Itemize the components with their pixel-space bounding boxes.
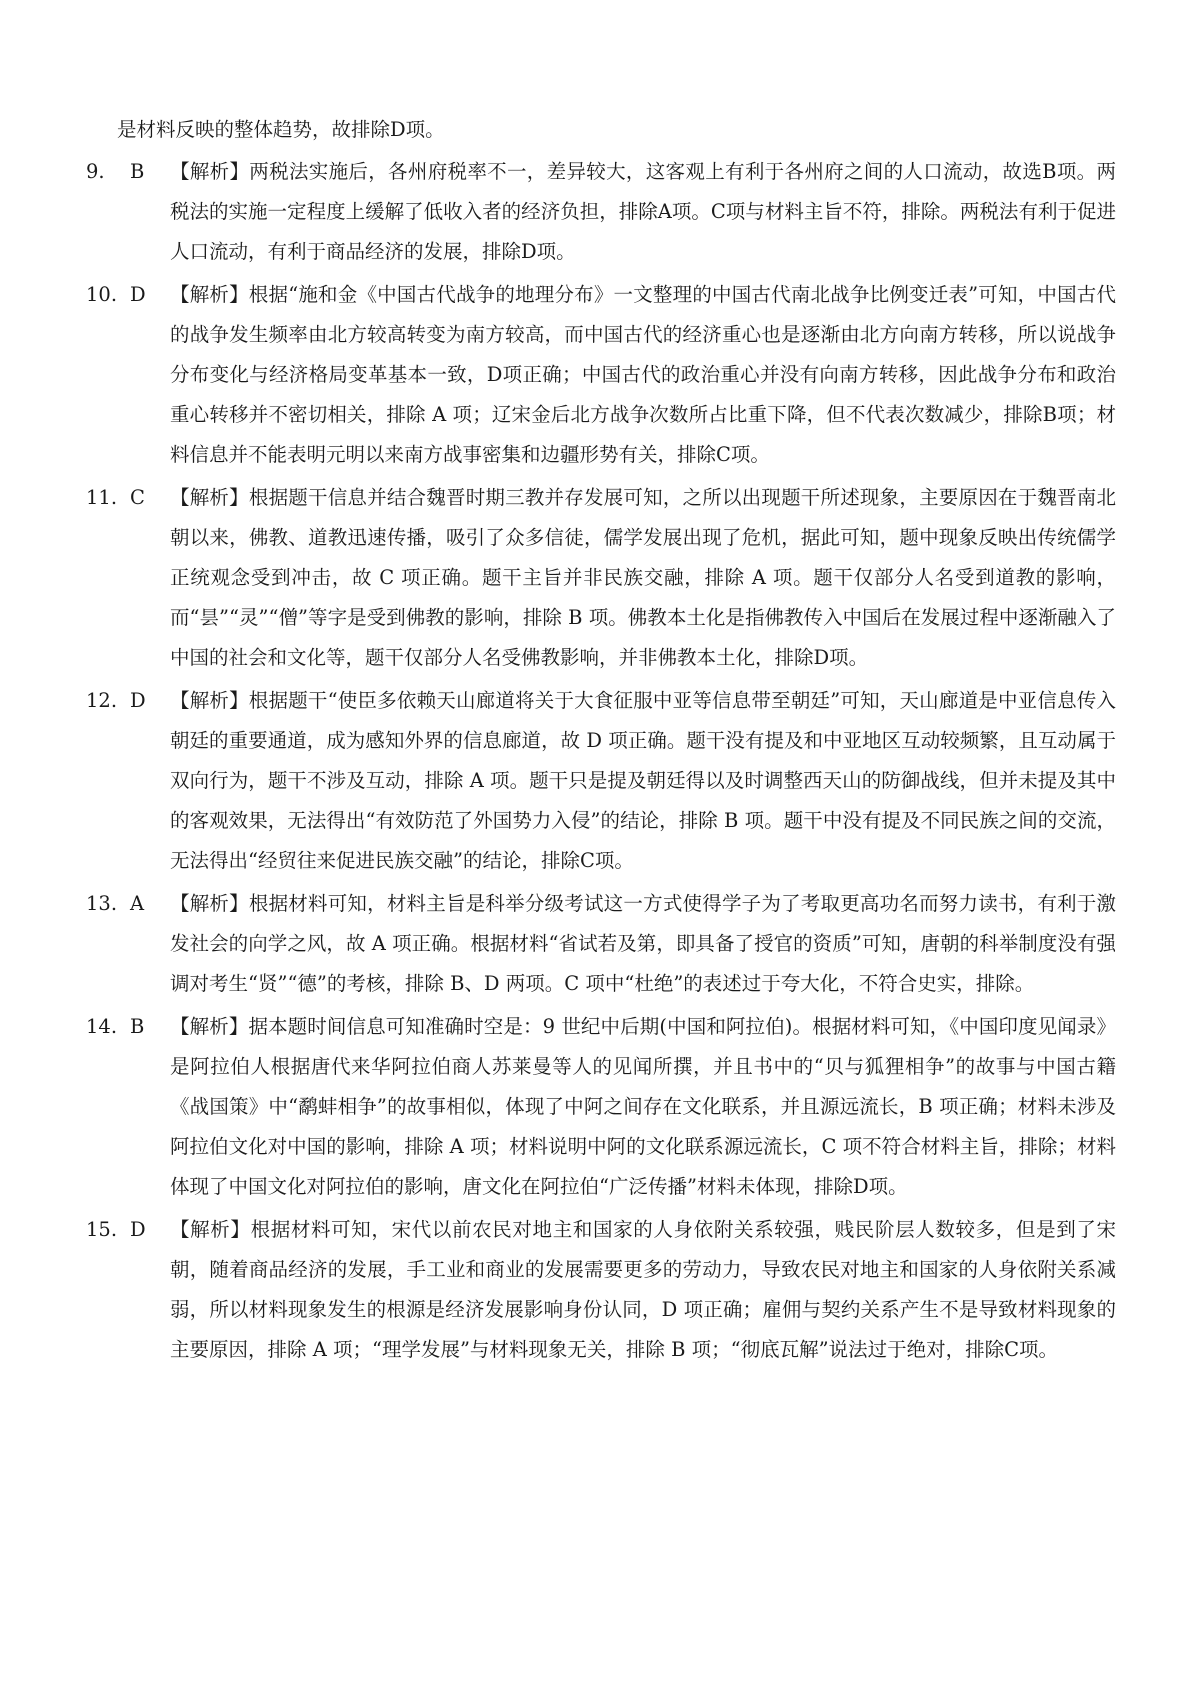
answer-option: C [130, 486, 145, 509]
answer-body [170, 681, 1116, 881]
answer-text: 根据材料可知，宋代以前农民对地主和国家的人身依附关系较强，贱民阶层人数较多，但是到了宋朝，随着商品经济的发展，手工业和商业的发展需要更多的劳动力，导致农民对地主和国家的人身依附关系减弱，所以材料现象发生的根源是经济发展影响身份认同，D 项正确；雇佣与契约关系产生不是导致材料现象的主要原因，排除 A 项；“理学发展”与材料现象无关，排除 B 项；“彻底瓦解”说法过于绝对，排除C项。 [170, 1218, 1116, 1361]
answer-item-9 [86, 152, 1116, 272]
analysis-tag: 【解析】 [170, 486, 249, 509]
answer-body [170, 1007, 1116, 1207]
answer-number: 10. [86, 283, 118, 306]
answer-text: 据本题时间信息可知准确时空是：9 世纪中后期(中国和阿拉伯)。根据材料可知，《中国印度见闻录》是阿拉伯人根据唐代来华阿拉伯商人苏莱曼等人的见闻所撰，并且书中的“贝与狐狸相争”的故事与中国古籍《战国策》中“鹬蚌相争”的故事相似，体现了中阿之间存在文化联系，并且源远流长，B 项正确；材料未涉及阿拉伯文化对中国的影响，排除 A 项；材料说明中阿的文化联系源远流长，C 项不符合材料主旨，排除；材料体现了中国文化对阿拉伯的影响，唐文化在阿拉伯“广泛传播”材料未体现，排除D项。 [170, 1015, 1116, 1198]
answer-text: 根据题干“使臣多依赖天山廊道将关于大食征服中亚等信息带至朝廷”可知，天山廊道是中亚信息传入朝廷的重要通道，成为感知外界的信息廊道，故 D 项正确。题干没有提及和中亚地区互动较频繁，且互动属于双向行为，题干不涉及互动，排除 A 项。题干只是提及朝廷得以及时调整西天山的防御战线，但并未提及其中的客观效果，无法得出“有效防范了外国势力入侵”的结论，排除 B 项。题干中没有提及不同民族之间的交流，无法得出“经贸往来促进民族交融”的结论，排除C项。 [170, 689, 1116, 872]
answer-option: D [130, 689, 146, 712]
analysis-tag: 【解析】 [170, 1015, 249, 1038]
answer-body [170, 275, 1116, 475]
answer-body [170, 152, 1116, 272]
answer-option: B [130, 1015, 145, 1038]
analysis-tag: 【解析】 [170, 1218, 251, 1241]
answer-text: 根据“施和金《中国古代战争的地理分布》一文整理的中国古代南北战争比例变迁表”可知，中国古代的战争发生频率由北方较高转变为南方较高，而中国古代的经济重心也是逐渐由北方向南方转移，所以说战争分布变化与经济格局变革基本一致，D项正确；中国古代的政治重心并没有向南方转移，因此战争分布和政治重心转移并不密切相关，排除 A 项；辽宋金后北方战争次数所占比重下降，但不代表次数减少，排除B项；材料信息并不能表明元明以来南方战事密集和边疆形势有关，排除C项。 [170, 283, 1116, 466]
answer-item-12 [86, 681, 1116, 881]
answer-body [170, 478, 1116, 678]
answer-text: 根据题干信息并结合魏晋时期三教并存发展可知，之所以出现题干所述现象，主要原因在于魏晋南北朝以来，佛教、道教迅速传播，吸引了众多信徒，儒学发展出现了危机，据此可知，题中现象反映出传统儒学正统观念受到冲击，故 C 项正确。题干主旨并非民族交融，排除 A 项。题干仅部分人名受到道教的影响，而“昙”“灵”“僧”等字是受到佛教的影响，排除 B 项。佛教本土化是指佛教传入中国后在发展过程中逐渐融入了中国的社会和文化等，题干仅部分人名受佛教影响，并非佛教本土化，排除D项。 [170, 486, 1116, 669]
analysis-tag: 【解析】 [170, 892, 249, 915]
answer-body [170, 884, 1116, 1004]
answer-option: D [130, 1218, 146, 1241]
continuation-text: 是材料反映的整体趋势，故排除D项。 [117, 118, 445, 141]
answer-number: 15. [86, 1218, 118, 1241]
analysis-tag: 【解析】 [170, 283, 249, 306]
answer-text: 根据材料可知，材料主旨是科举分级考试这一方式使得学子为了考取更高功名而努力读书，有利于激发社会的向学之风，故 A 项正确。根据材料“省试若及第，即具备了授官的资质”可知，唐朝的科举制度没有强调对考生“贤”“德”的考核，排除 B、D 两项。C 项中“杜绝”的表述过于夸大化，不符合史实，排除。 [170, 892, 1116, 995]
answer-item-14 [86, 1007, 1116, 1207]
answer-item-10 [86, 275, 1116, 475]
answer-item-13 [86, 884, 1116, 1004]
answer-item-11 [86, 478, 1116, 678]
answer-option: B [130, 160, 145, 183]
answer-number: 13. [86, 892, 118, 915]
answer-option: A [130, 892, 145, 915]
analysis-tag: 【解析】 [170, 160, 250, 183]
answer-option: D [130, 283, 146, 306]
answer-text: 两税法实施后，各州府税率不一，差异较大，这客观上有利于各州府之间的人口流动，故选B项。两税法的实施一定程度上缓解了低收入者的经济负担，排除A项。C项与材料主旨不符，排除。两税法有利于促进人口流动，有利于商品经济的发展，排除D项。 [170, 160, 1116, 263]
answer-number: 9. [86, 160, 105, 183]
answer-body [170, 1210, 1116, 1370]
answer-number: 14. [86, 1015, 118, 1038]
answer-item-15 [86, 1210, 1116, 1370]
analysis-tag: 【解析】 [170, 689, 249, 712]
answer-list [86, 152, 1116, 1373]
answer-number: 11. [86, 486, 118, 509]
answer-number: 12. [86, 689, 118, 712]
